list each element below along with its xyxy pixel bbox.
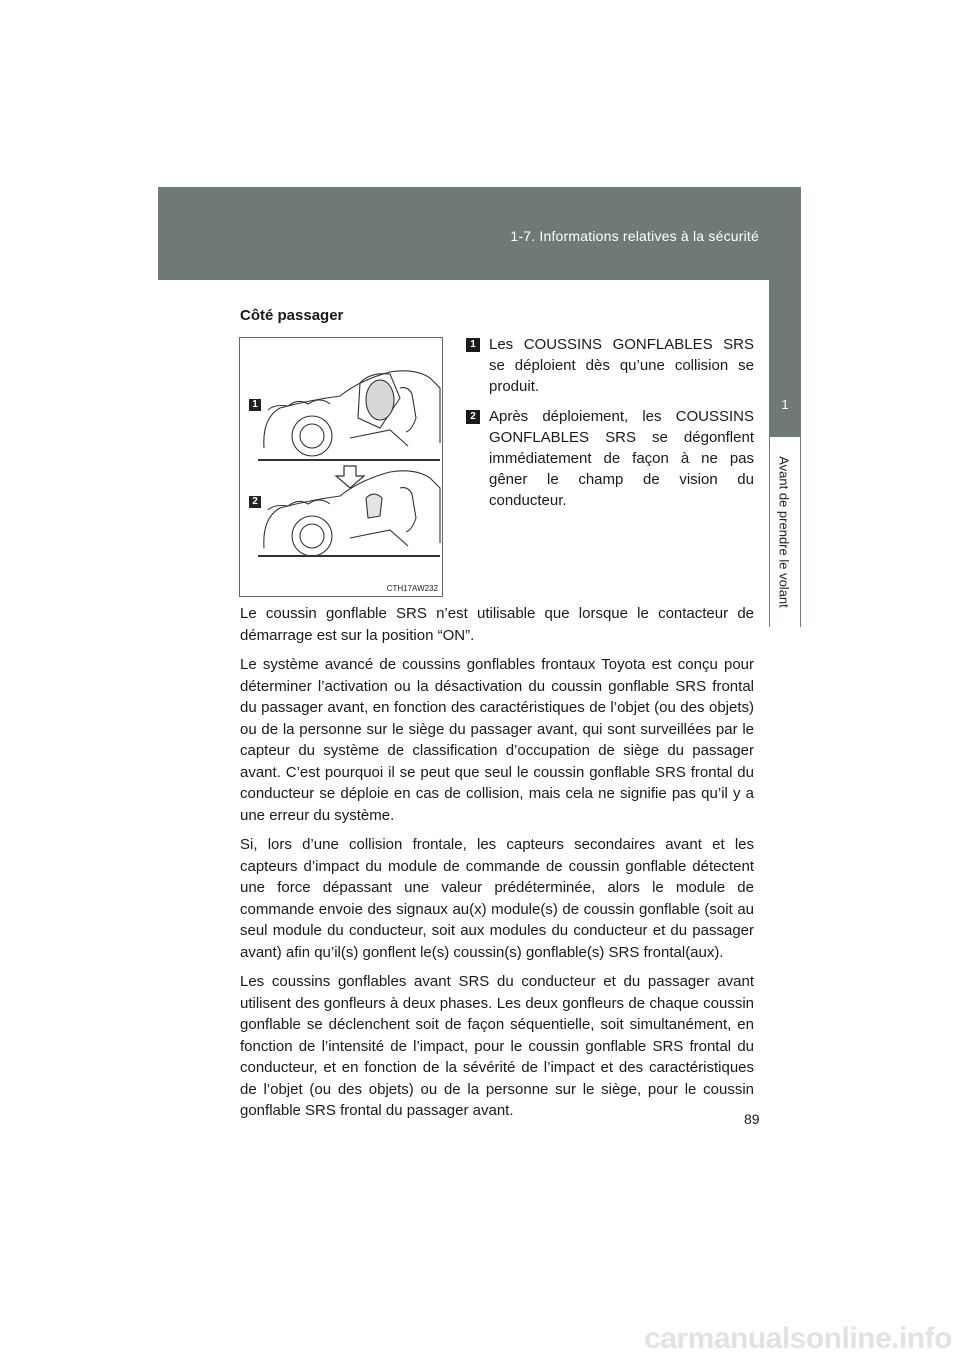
- body-text: [240, 603, 754, 1130]
- paragraph: Si, lors d’une collision frontale, les capteurs secondaires avant et les capteurs d’impact du module de commande de coussin gonflable détectent une force dépassant une valeur prédéterminée, alors le module de commande envoie des signaux au(x) module(s) de coussin gonflable (soit au seul module du conducteur, soit aux modules du conducteur et du passager avant) afin qu’il(s) gonflent le(s) coussin(s) gonflable(s) SRS frontal(aux).: [240, 836, 754, 961]
- callout-item: [466, 334, 754, 397]
- paragraph: Le système avancé de coussins gonflables frontaux Toyota est conçu pour déterminer l’activation ou la désactivation du coussin gonflable SRS frontal du passager avant, en fonction des caractéristiques de l’objet (ou des objets) ou de la personne sur le siège du passager avant, qui sont surveillées par le capteur du système de classification d’occupation de siège du passager avant. C’est pourquoi il se peut que seul le coussin gonflable SRS frontal du conducteur se déploie en cas de collision, mais cela ne signifie pas qu’il y a une erreur du système.: [240, 656, 754, 824]
- callout-text: Après déploiement, les COUSSINS GONFLABLES SRS se dégonflent immédiatement de façon à ne pas gêner le champ de vision du conducteur.: [489, 408, 754, 509]
- chapter-title: 1-7. Informations relatives à la sécurité: [510, 228, 759, 244]
- side-tab: [769, 187, 801, 437]
- airbag-illustration: [239, 337, 443, 597]
- watermark-area: [0, 1318, 960, 1358]
- callout-number-badge: 2: [466, 410, 480, 424]
- callout-number-badge: 1: [466, 338, 480, 352]
- callout-text: Les COUSSINS GONFLABLES SRS se déploient dès qu’une collision se produit.: [489, 336, 754, 395]
- callout-item: [466, 406, 754, 511]
- side-tab-number: 1: [781, 397, 789, 412]
- car-scene-deployed: [258, 371, 440, 460]
- figure-code: CTH17AW232: [386, 584, 438, 593]
- figure-badge-2: 2: [249, 496, 261, 508]
- car-airbag-drawing: [240, 338, 442, 596]
- watermark-text: carmanualsonline.info: [644, 1322, 952, 1355]
- paragraph: Le coussin gonflable SRS n’est utilisable que lorsque le contacteur de démarrage est sur la position “ON”.: [240, 605, 754, 644]
- chapter-header: [158, 187, 801, 280]
- section-title: Côté passager: [240, 307, 344, 324]
- callout-list: [466, 334, 754, 520]
- figure-badge-1: 1: [249, 399, 261, 411]
- paragraph: Les coussins gonflables avant SRS du conducteur et du passager avant utilisent des gonfleurs à deux phases. Les deux gonfleurs de chaque coussin gonflable se déclenchent soit de façon séquentielle, soit simultanément, en fonction de l’intensité de l’impact, pour le coussin gonflable SRS frontal du conducteur, et en fonction de la sévérité de l’impact et des caractéristiques de l’objet (ou des objets) ou de la personne sur le siège, pour le coussin gonflable SRS frontal du passager avant.: [240, 973, 754, 1119]
- side-tab-label: Avant de prendre le volant: [776, 456, 792, 608]
- down-arrow-icon: [336, 466, 364, 488]
- page-number: 89: [744, 1111, 760, 1127]
